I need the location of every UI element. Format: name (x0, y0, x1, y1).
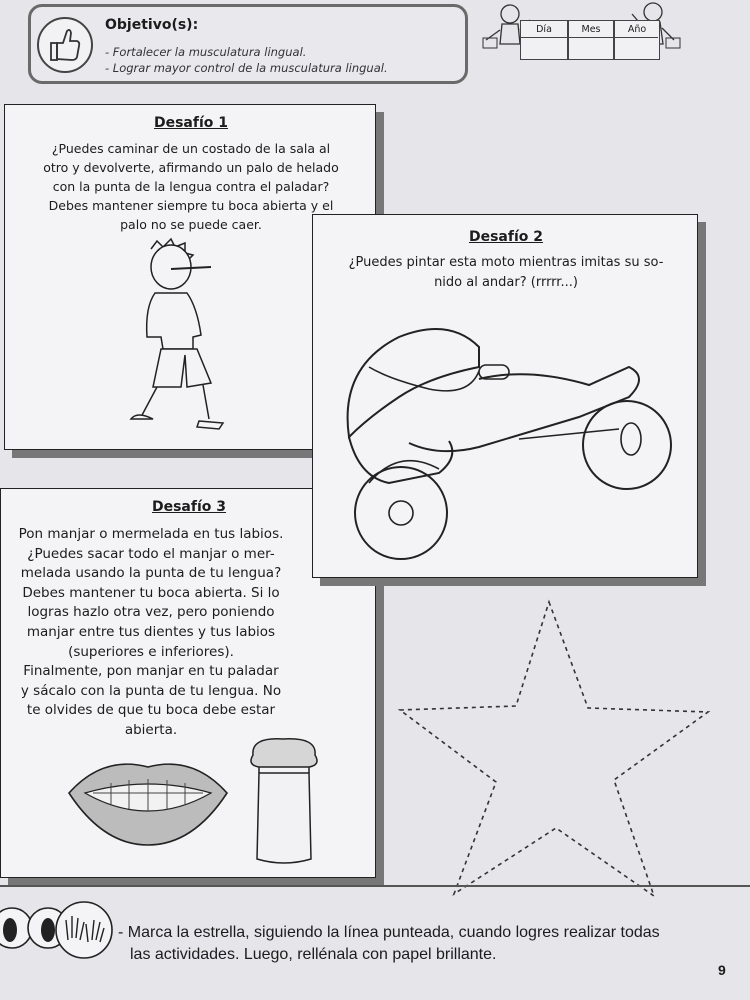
objective-box (28, 4, 468, 84)
challenge-2-text (313, 253, 699, 293)
challenge-1-line: palo no se puede caer. (120, 217, 262, 232)
challenge-3-line: manjar entre tus dientes y tus labios (26, 623, 276, 640)
challenge-3-line: ¿Puedes sacar todo el manjar o mer- (27, 545, 275, 562)
instruction-line-2: las actividades. Luego, rellénala con papel brillante. (130, 946, 497, 963)
challenge-3-line: y sácalo con la punta de tu lengua. No (20, 682, 282, 699)
boy-walking-icon (123, 237, 233, 437)
dotted-star-icon[interactable] (396, 596, 716, 908)
objective-title: Objetivo(s): (105, 17, 199, 33)
hands-icon (52, 898, 116, 962)
mouth-icon (63, 749, 233, 849)
objective-item-1: - Fortalecer la musculatura lingual. (105, 45, 307, 59)
page-number: 9 (718, 962, 726, 978)
challenge-1-line: Debes mantener siempre tu boca abierta y el (48, 198, 334, 213)
date-box (520, 20, 660, 60)
date-year-label: Año (627, 24, 647, 35)
thumbs-up-icon (37, 17, 93, 73)
date-month-label: Mes (581, 24, 601, 35)
motorcycle-icon (329, 307, 689, 567)
challenge-3-line: abierta. (124, 721, 178, 738)
challenge-3-title: Desafío 3 (151, 499, 227, 515)
challenge-2-line: nido al andar? (rrrrr...) (434, 275, 578, 290)
challenge-1-line: con la punta de la lengua contra el paladar? (52, 179, 330, 194)
challenge-1-line: otro y devolverte, afirmando un palo de helado (43, 160, 339, 175)
challenge-3-line: Finalmente, pon manjar en tu paladar (23, 663, 279, 680)
challenge-3-line: (superiores e inferiores). (68, 643, 234, 660)
bottom-divider (0, 885, 750, 887)
objective-item-2: - Lograr mayor control de la musculatura lingual. (105, 61, 388, 75)
challenge-3-line: melada usando la punta de tu lengua? (20, 565, 282, 582)
instruction-text (118, 922, 698, 966)
date-divider (521, 37, 658, 38)
challenge-1-line: ¿Puedes caminar de un costado de la sala al (51, 141, 331, 156)
challenge-3-line: Debes mantener tu boca abierta. Si lo (22, 584, 280, 601)
jam-jar-icon (239, 733, 329, 869)
challenge-2-box (312, 214, 698, 578)
challenge-3-line: logras hazlo otra vez, pero poniendo (27, 604, 275, 621)
challenge-3-line: Pon manjar o mermelada en tus labios. (18, 526, 284, 542)
challenge-3-text (1, 525, 301, 741)
date-day-label: Día (536, 24, 552, 35)
challenge-2-title: Desafío 2 (468, 229, 544, 245)
challenge-2-line: ¿Puedes pintar esta moto mientras imitas su so- (348, 255, 664, 270)
instruction-line-1: - Marca la estrella, siguiendo la línea punteada, cuando logres realizar todas (118, 924, 660, 941)
challenge-1-title: Desafío 1 (153, 115, 229, 131)
challenge-3-line: te olvides de que tu boca debe estar (26, 702, 276, 719)
